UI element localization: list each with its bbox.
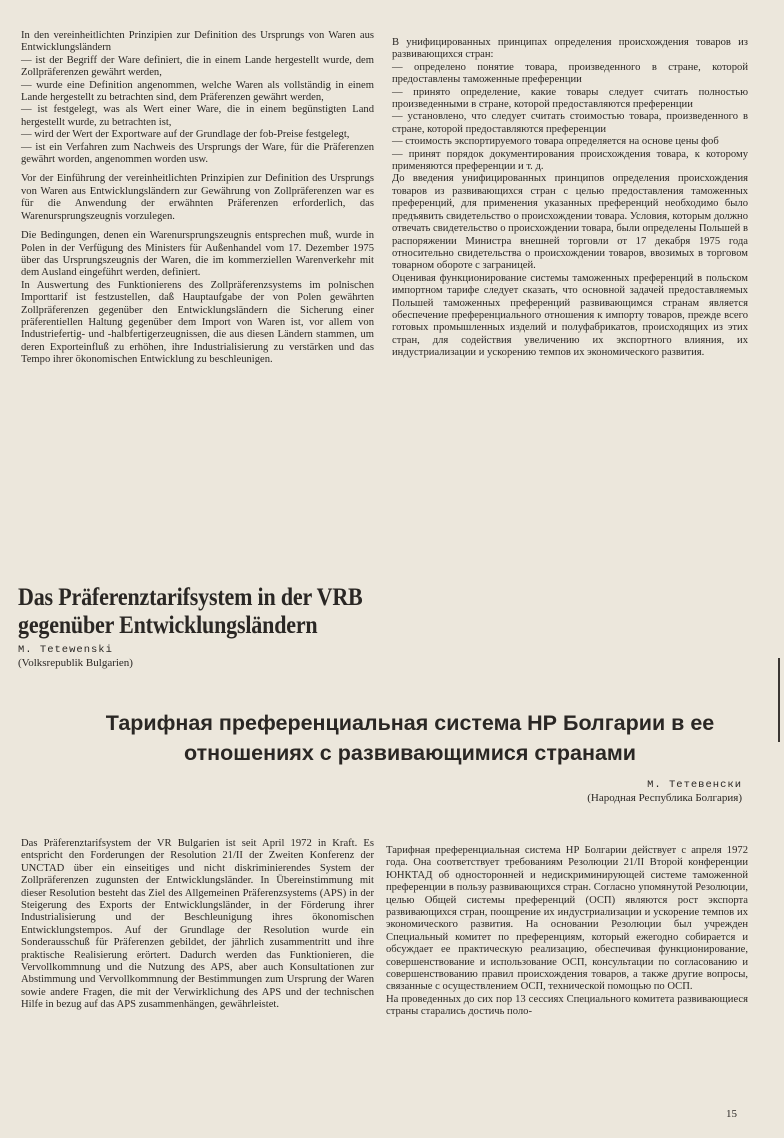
german-text-column-top	[21, 30, 374, 374]
paragraph: Оценивая функционирование системы таможенных преференций в польском импортном тарифе следует сказать, что основной задачей предоставляемых Польшей таможенных преференций развивающимся странам является обеспечение преференциального отношения к импорту товаров, прежде всего готовых промышленных изделий и полуфабрикатов, происходящих из этих стран, для содействия увеличению их экспортного влияния, их индустриализации и ускорению темпов их экономического развития.	[392, 272, 748, 359]
paragraph: В унифицированных принципах определения происхождения товаров из развивающихся стран: — определено понятие товара, произведенного в стране, которой предоставлены таможенные преференции — принято определение, какие товары следует считать полностью произведенными в стране, которой предоставляются преференции — установлено, что следует считать стоимостью товара, произведенного в стране, которой предоставляются преференции — стоимость экспортируемого товара определяется на основе цены фоб — принят порядок документирования происхождения товара, к которому применяются преференции и т. д.	[392, 37, 748, 173]
russian-text-column-top	[392, 37, 748, 367]
paragraph: Тарифная преференциальная система НР Болгарии действует с апреля 1972 года. Она соответствует требованиям Резолюции 21/II Второй конференции ЮНКТАД об односторонней и недискриминирующей системе таможенной преференции в пользу развивающихся стран. Согласно упомянутой Резолюции, целью Общей системы преференций (ОСП) являются рост экспорта развивающихся стран, поощрение их индустриализации и ускорение темпов их экономического развития. На основании Резолюции был учрежден Специальный комитет по преференциям, который ежегодно собирается и обсуждает ее практическую реализацию, обеспечивая функционирование, совершенствование и использование ОСП, консультации по согласованию и совершенствованию правил происхождения товаров, а также другие вопросы, связанные с осуществлением ОСП, технической помощью по ОСП.	[386, 845, 748, 993]
margin-mark	[778, 658, 780, 742]
paragraph: Das Präferenztarifsystem der VR Bulgarien ist seit April 1972 in Kraft. Es entspricht den Forderungen der Resolution 21/II der Zweiten Konferenz der UNCTAD über ein einseitiges und nicht diskriminierendes System der Zollpräferenzen zugunsten der Entwicklungsländer. In Übereinstimmung mit dieser Resolution besteht das Ziel des Allgemeinen Präferenzsystems (APS) in der Steigerung des Exports der Entwicklungsländer, in der Förderung ihrer Industrialisierung und der Beschleunigung ihres ökonomischen Entwicklungstempos. Auf der Grundlage der Resolution wurde ein Sonderausschuß für Präferenzen gebildet, der jährlich zusammentritt und ihre praktische Realisierung erörtert. Dadurch werden das Funktionieren, die Vervollkommnung und die Nutzung des APS, aber auch Konsultationen zur Abstimmung und Vervollkommnung der Bestimmungen zum Ursprung der Waren sowie andere Fragen, die mit der Verwirklichung des APS und der technischen Hilfe in bezug auf das APS zusammenhängen, gewährleistet.	[21, 838, 374, 1011]
paragraph: На проведенных до сих пор 13 сессиях Специального комитета развивающиеся страны старались достичь поло-	[386, 993, 748, 1018]
russian-article-title: Тарифная преференциальная система НР Болгарии в ее отношениях с развивающимися странами	[105, 711, 715, 765]
german-text-column-bottom	[21, 838, 374, 1019]
russian-text-column-bottom	[386, 845, 748, 1026]
russian-article-author: М. Тетевенски	[647, 779, 742, 791]
paragraph: Vor der Einführung der vereinheitlichten Prinzipien zur Definition des Ursprungs von Waren aus Entwicklungsländern zur Gewährung von Zollpräferenzen war es für die Anwendung der erwähnten Präferenzen erforderlich, das Warenursprungszeugnis vorzulegen.	[21, 173, 374, 222]
german-article-title: Das Präferenztarifsystem in der VRB gegenüber Entwicklungsländern	[18, 584, 363, 639]
paragraph: In den vereinheitlichten Prinzipien zur Definition des Ursprungs von Waren aus Entwicklungsländern — ist der Begriff der Ware definiert, die in einem Lande hergestellt wurde, dem Zollpräferenzen gewährt werden, — wurde eine Definition angenommen, welche Waren als vollständig in einem Lande hergestellt zu betrachten sind, dem Präferenzen gewährt werden, — ist festgelegt, was als Wert einer Ware, die in einem begünstigten Land hergestellt wurde, zu betrachten ist, — wird der Wert der Exportware auf der Grundlage der fob-Preise festgelegt, — ist ein Verfahren zum Nachweis des Ursprungs der Ware, für die Präferenzen gewährt worden, angenommen worden usw.	[21, 30, 374, 166]
paragraph: In Auswertung des Funktionierens des Zollpräferenzsystems im polnischen Importtarif ist festzustellen, daß Hauptaufgabe der von Polen gewährten Zollpräferenzen gegenüber den Entwicklungsländern die Sicherung einer präferentiellen Haltung gegenüber dem Import von Waren ist, vor allem von Industriefertig- und -halbfertigerzeugnissen, die aus diesen Ländern stammen, um deren Exporteinfluß zu erhöhen, ihre Industrialisierung zu verstärken und das Tempo ihrer ökonomischen Entwicklung zu beschleunigen.	[21, 279, 374, 366]
german-article-affiliation: (Volksrepublik Bulgarien)	[18, 657, 133, 669]
german-article-author: M. Tetewenski	[18, 644, 113, 656]
paragraph: До введения унифицированных принципов определения происхождения товаров из развивающихся стран с целью предоставления таможенных преференций, для применения указанных преференций необходимо было предъявить свидетельство о происхождении товара. Условия, которым должно отвечать свидетельство о происхождении товара, были определены Польшей в распоряжении Министра внешней торговли от 17 декабря 1975 года относительно свидетельства о происхождении товаров, ввозимых в торговом товарном обороте с заграницей.	[392, 173, 748, 272]
russian-article-affiliation: (Народная Республика Болгария)	[587, 792, 742, 804]
page-number: 15	[726, 1108, 737, 1120]
paragraph: Die Bedingungen, denen ein Warenursprungszeugnis entsprechen muß, wurde in Polen in der Verfügung des Ministers für Außenhandel vom 17. Dezember 1975 über das Ursprungszeugnis der Waren, die im kommerziellen Warenverkehr mit dem Ausland eingeführt werden, definiert.	[21, 230, 374, 279]
